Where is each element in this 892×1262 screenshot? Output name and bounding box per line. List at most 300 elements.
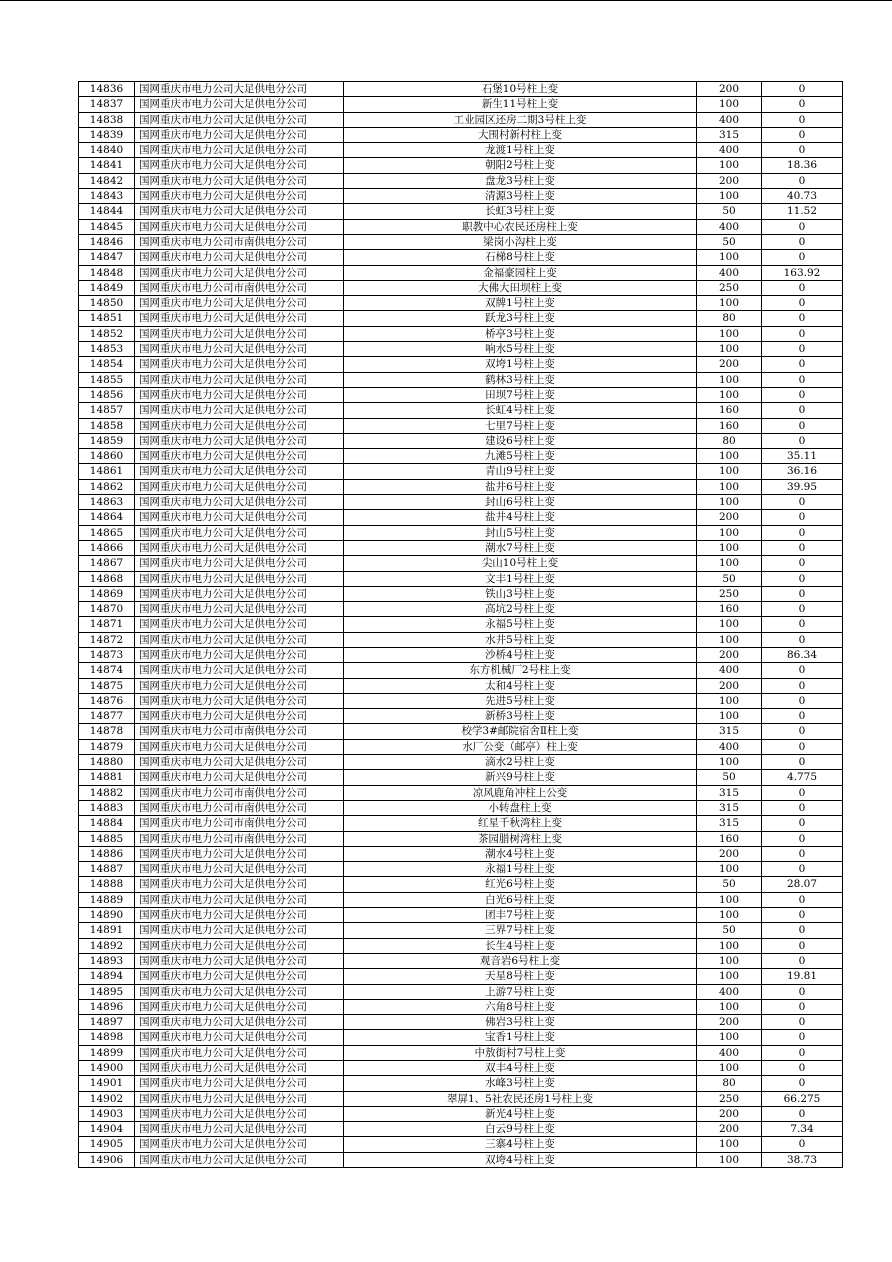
row-transformer-name: 茶园腊树湾柱上变 [344,831,697,846]
row-company: 国网重庆市电力公司大足供电分公司 [135,908,344,923]
row-transformer-name: 太和4号柱上变 [344,678,697,693]
row-capacity: 100 [697,755,762,770]
row-value: 0 [762,831,843,846]
table-row [79,739,843,754]
row-value: 0 [762,908,843,923]
row-capacity: 315 [697,127,762,142]
row-company: 国网重庆市电力公司大足供电分公司 [135,1015,344,1030]
table-row [79,510,843,525]
row-id: 14852 [79,326,135,341]
row-id: 14901 [79,1076,135,1091]
row-transformer-name: 石梯8号柱上变 [344,250,697,265]
table-row [79,449,843,464]
row-transformer-name: 红星千秋湾柱上变 [344,816,697,831]
row-capacity: 250 [697,586,762,601]
row-capacity: 100 [697,387,762,402]
row-company: 国网重庆市电力公司大足供电分公司 [135,739,344,754]
row-value: 0 [762,433,843,448]
table-row [79,311,843,326]
row-transformer-name: 青山9号柱上变 [344,464,697,479]
row-value: 66.275 [762,1091,843,1106]
row-id: 14846 [79,234,135,249]
row-value: 0 [762,816,843,831]
row-transformer-name: 九滩5号柱上变 [344,449,697,464]
row-transformer-name: 潮水4号柱上变 [344,846,697,861]
row-transformer-name: 金福豪园柱上变 [344,265,697,280]
row-transformer-name: 长虹4号柱上变 [344,403,697,418]
row-capacity: 200 [697,82,762,97]
row-id: 14842 [79,173,135,188]
row-value: 0 [762,219,843,234]
row-company: 国网重庆市电力公司市南供电分公司 [135,280,344,295]
row-id: 14847 [79,250,135,265]
row-id: 14836 [79,82,135,97]
table-row [79,173,843,188]
row-value: 0 [762,984,843,999]
table-row [79,326,843,341]
row-value: 0 [762,571,843,586]
row-company: 国网重庆市电力公司大足供电分公司 [135,204,344,219]
row-id: 14905 [79,1137,135,1152]
row-transformer-name: 小转盘柱上变 [344,800,697,815]
row-company: 国网重庆市电力公司大足供电分公司 [135,189,344,204]
table-row [79,862,843,877]
row-value: 0 [762,938,843,953]
table-row [79,984,843,999]
table-row [79,938,843,953]
row-transformer-name: 长生4号柱上变 [344,938,697,953]
table-row [79,1030,843,1045]
row-id: 14863 [79,495,135,510]
row-id: 14890 [79,908,135,923]
table-row [79,663,843,678]
row-id: 14868 [79,571,135,586]
row-id: 14862 [79,479,135,494]
table-row [79,678,843,693]
row-company: 国网重庆市电力公司大足供电分公司 [135,709,344,724]
row-id: 14884 [79,816,135,831]
row-value: 0 [762,602,843,617]
row-value: 0 [762,800,843,815]
row-capacity: 400 [697,739,762,754]
row-id: 14871 [79,617,135,632]
row-value: 0 [762,923,843,938]
row-value: 0 [762,663,843,678]
row-transformer-name: 水厂公变（邮亭）柱上变 [344,739,697,754]
row-capacity: 200 [697,173,762,188]
row-id: 14899 [79,1045,135,1060]
row-capacity: 100 [697,969,762,984]
row-company: 国网重庆市电力公司大足供电分公司 [135,540,344,555]
row-value: 0 [762,1076,843,1091]
row-company: 国网重庆市电力公司大足供电分公司 [135,1137,344,1152]
row-transformer-name: 石堡10号柱上变 [344,82,697,97]
table-row [79,892,843,907]
row-capacity: 400 [697,1045,762,1060]
row-id: 14861 [79,464,135,479]
row-id: 14904 [79,1122,135,1137]
table-row [79,617,843,632]
row-company: 国网重庆市电力公司大足供电分公司 [135,647,344,662]
table-row [79,234,843,249]
row-value: 0 [762,540,843,555]
row-capacity: 200 [697,357,762,372]
row-transformer-name: 双垮1号柱上变 [344,357,697,372]
row-id: 14844 [79,204,135,219]
row-company: 国网重庆市电力公司大足供电分公司 [135,357,344,372]
row-company: 国网重庆市电力公司大足供电分公司 [135,1091,344,1106]
row-value: 0 [762,556,843,571]
row-transformer-name: 三寨4号柱上变 [344,1137,697,1152]
row-transformer-name: 新光4号柱上变 [344,1106,697,1121]
row-transformer-name: 封山5号柱上变 [344,525,697,540]
row-capacity: 100 [697,892,762,907]
row-value: 0 [762,387,843,402]
row-company: 国网重庆市电力公司大足供电分公司 [135,1030,344,1045]
table-row [79,1061,843,1076]
row-capacity: 100 [697,158,762,173]
row-transformer-name: 尖山10号柱上变 [344,556,697,571]
row-value: 0 [762,1045,843,1060]
row-capacity: 400 [697,143,762,158]
row-value: 0 [762,495,843,510]
row-transformer-name: 水井5号柱上变 [344,632,697,647]
row-company: 国网重庆市电力公司大足供电分公司 [135,999,344,1014]
row-capacity: 200 [697,678,762,693]
row-id: 14892 [79,938,135,953]
table-row [79,127,843,142]
row-capacity: 100 [697,540,762,555]
row-transformer-name: 白云9号柱上变 [344,1122,697,1137]
row-company: 国网重庆市电力公司大足供电分公司 [135,770,344,785]
table-row [79,800,843,815]
row-id: 14885 [79,831,135,846]
row-transformer-name: 观音岩6号柱上变 [344,953,697,968]
row-company: 国网重庆市电力公司大足供电分公司 [135,311,344,326]
row-id: 14875 [79,678,135,693]
row-capacity: 400 [697,663,762,678]
row-capacity: 200 [697,1122,762,1137]
row-id: 14876 [79,693,135,708]
row-value: 19.81 [762,969,843,984]
table-row [79,495,843,510]
row-id: 14873 [79,647,135,662]
row-transformer-name: 东方机械厂2号柱上变 [344,663,697,678]
row-transformer-name: 上游7号柱上变 [344,984,697,999]
row-transformer-name: 六角8号柱上变 [344,999,697,1014]
row-capacity: 80 [697,433,762,448]
row-value: 0 [762,143,843,158]
row-transformer-name: 封山6号柱上变 [344,495,697,510]
row-id: 14850 [79,296,135,311]
row-capacity: 50 [697,923,762,938]
row-value: 0 [762,311,843,326]
row-value: 163.92 [762,265,843,280]
table-row [79,219,843,234]
row-company: 国网重庆市电力公司大足供电分公司 [135,433,344,448]
row-transformer-name: 七里7号柱上变 [344,418,697,433]
row-transformer-name: 永福5号柱上变 [344,617,697,632]
row-capacity: 50 [697,877,762,892]
row-company: 国网重庆市电力公司大足供电分公司 [135,586,344,601]
row-capacity: 100 [697,525,762,540]
row-id: 14897 [79,1015,135,1030]
row-company: 国网重庆市电力公司市南供电分公司 [135,831,344,846]
table-row [79,709,843,724]
row-capacity: 100 [697,1030,762,1045]
row-company: 国网重庆市电力公司大足供电分公司 [135,82,344,97]
row-capacity: 50 [697,204,762,219]
row-company: 国网重庆市电力公司大足供电分公司 [135,495,344,510]
row-value: 0 [762,418,843,433]
row-id: 14895 [79,984,135,999]
row-company: 国网重庆市电力公司大足供电分公司 [135,418,344,433]
row-company: 国网重庆市电力公司大足供电分公司 [135,158,344,173]
row-transformer-name: 永福1号柱上变 [344,862,697,877]
row-company: 国网重庆市电力公司大足供电分公司 [135,1152,344,1167]
table-row [79,250,843,265]
row-id: 14840 [79,143,135,158]
row-capacity: 100 [697,189,762,204]
row-capacity: 250 [697,280,762,295]
row-transformer-name: 潮水7号柱上变 [344,540,697,555]
row-capacity: 100 [697,296,762,311]
table-body [79,82,843,1168]
row-value: 4.775 [762,770,843,785]
table-row [79,112,843,127]
row-transformer-name: 凉风鹿角冲柱上公变 [344,785,697,800]
row-company: 国网重庆市电力公司市南供电分公司 [135,785,344,800]
row-capacity: 250 [697,1091,762,1106]
row-id: 14843 [79,189,135,204]
table-row [79,143,843,158]
row-capacity: 100 [697,953,762,968]
row-transformer-name: 建设6号柱上变 [344,433,697,448]
row-company: 国网重庆市电力公司市南供电分公司 [135,816,344,831]
row-transformer-name: 双丰4号柱上变 [344,1061,697,1076]
row-company: 国网重庆市电力公司大足供电分公司 [135,464,344,479]
table-row [79,908,843,923]
row-transformer-name: 高坑2号柱上变 [344,602,697,617]
table-row [79,953,843,968]
table-row [79,204,843,219]
row-company: 国网重庆市电力公司大足供电分公司 [135,372,344,387]
table-row [79,846,843,861]
row-id: 14870 [79,602,135,617]
row-id: 14888 [79,877,135,892]
row-company: 国网重庆市电力公司大足供电分公司 [135,173,344,188]
row-value: 0 [762,372,843,387]
row-capacity: 100 [697,250,762,265]
row-id: 14849 [79,280,135,295]
row-capacity: 100 [697,693,762,708]
row-value: 18.36 [762,158,843,173]
row-id: 14889 [79,892,135,907]
table-row [79,357,843,372]
table-row [79,1137,843,1152]
row-transformer-name: 职教中心农民还房柱上变 [344,219,697,234]
row-company: 国网重庆市电力公司大足供电分公司 [135,342,344,357]
row-capacity: 400 [697,112,762,127]
row-id: 14902 [79,1091,135,1106]
row-capacity: 100 [697,449,762,464]
row-id: 14882 [79,785,135,800]
row-transformer-name: 长虹3号柱上变 [344,204,697,219]
row-value: 0 [762,1137,843,1152]
row-transformer-name: 朝阳2号柱上变 [344,158,697,173]
row-company: 国网重庆市电力公司大足供电分公司 [135,449,344,464]
row-value: 0 [762,632,843,647]
row-company: 国网重庆市电力公司市南供电分公司 [135,800,344,815]
row-capacity: 315 [697,785,762,800]
table-row [79,280,843,295]
row-capacity: 200 [697,647,762,662]
row-id: 14900 [79,1061,135,1076]
row-id: 14864 [79,510,135,525]
row-value: 0 [762,724,843,739]
row-company: 国网重庆市电力公司大足供电分公司 [135,923,344,938]
row-company: 国网重庆市电力公司大足供电分公司 [135,571,344,586]
row-value: 0 [762,296,843,311]
row-id: 14839 [79,127,135,142]
row-capacity: 315 [697,800,762,815]
row-company: 国网重庆市电力公司大足供电分公司 [135,510,344,525]
row-value: 0 [762,127,843,142]
table-row [79,1152,843,1167]
row-company: 国网重庆市电力公司大足供电分公司 [135,862,344,877]
row-capacity: 160 [697,831,762,846]
row-id: 14903 [79,1106,135,1121]
row-value: 38.73 [762,1152,843,1167]
table-row [79,403,843,418]
table-row [79,1122,843,1137]
row-company: 国网重庆市电力公司大足供电分公司 [135,326,344,341]
row-company: 国网重庆市电力公司大足供电分公司 [135,296,344,311]
table-row [79,433,843,448]
row-value: 0 [762,785,843,800]
row-value: 0 [762,678,843,693]
row-id: 14874 [79,663,135,678]
row-value: 0 [762,403,843,418]
row-company: 国网重庆市电力公司市南供电分公司 [135,234,344,249]
row-capacity: 100 [697,1137,762,1152]
row-transformer-name: 桥亭3号柱上变 [344,326,697,341]
table-row [79,693,843,708]
row-value: 0 [762,953,843,968]
row-transformer-name: 清源3号柱上变 [344,189,697,204]
row-company: 国网重庆市电力公司大足供电分公司 [135,846,344,861]
row-value: 86.34 [762,647,843,662]
row-value: 0 [762,1030,843,1045]
row-value: 0 [762,112,843,127]
row-capacity: 315 [697,724,762,739]
row-transformer-name: 大围村新村柱上变 [344,127,697,142]
row-id: 14837 [79,97,135,112]
row-id: 14891 [79,923,135,938]
row-capacity: 100 [697,709,762,724]
row-capacity: 100 [697,342,762,357]
row-id: 14856 [79,387,135,402]
row-transformer-name: 白光6号柱上变 [344,892,697,907]
row-company: 国网重庆市电力公司大足供电分公司 [135,112,344,127]
row-id: 14886 [79,846,135,861]
table-row [79,602,843,617]
row-value: 0 [762,739,843,754]
row-capacity: 400 [697,984,762,999]
row-company: 国网重庆市电力公司大足供电分公司 [135,1061,344,1076]
row-transformer-name: 校学3#邮院宿舍Ⅱ柱上变 [344,724,697,739]
table-row [79,816,843,831]
row-id: 14881 [79,770,135,785]
row-id: 14906 [79,1152,135,1167]
table-row [79,556,843,571]
row-id: 14851 [79,311,135,326]
row-capacity: 80 [697,1076,762,1091]
row-value: 0 [762,755,843,770]
row-id: 14845 [79,219,135,234]
row-value: 0 [762,617,843,632]
row-capacity: 200 [697,846,762,861]
table-row [79,969,843,984]
row-transformer-name: 三界7号柱上变 [344,923,697,938]
row-id: 14838 [79,112,135,127]
row-transformer-name: 双牌1号柱上变 [344,296,697,311]
row-company: 国网重庆市电力公司大足供电分公司 [135,97,344,112]
row-capacity: 160 [697,403,762,418]
table-row [79,770,843,785]
row-transformer-name: 工业园区还房二期3号柱上变 [344,112,697,127]
row-id: 14859 [79,433,135,448]
row-capacity: 100 [697,556,762,571]
row-id: 14898 [79,1030,135,1045]
table-row [79,525,843,540]
table-row [79,418,843,433]
row-transformer-name: 宝香1号柱上变 [344,1030,697,1045]
row-transformer-name: 响水5号柱上变 [344,342,697,357]
row-company: 国网重庆市电力公司大足供电分公司 [135,143,344,158]
row-company: 国网重庆市电力公司大足供电分公司 [135,984,344,999]
row-company: 国网重庆市电力公司大足供电分公司 [135,693,344,708]
row-id: 14877 [79,709,135,724]
row-company: 国网重庆市电力公司市南供电分公司 [135,724,344,739]
row-capacity: 50 [697,770,762,785]
row-company: 国网重庆市电力公司大足供电分公司 [135,877,344,892]
row-capacity: 160 [697,602,762,617]
row-transformer-name: 盐井4号柱上变 [344,510,697,525]
row-id: 14867 [79,556,135,571]
row-transformer-name: 先进5号柱上变 [344,693,697,708]
row-transformer-name: 新生11号柱上变 [344,97,697,112]
row-id: 14880 [79,755,135,770]
table-row [79,97,843,112]
row-value: 40.73 [762,189,843,204]
table-row [79,296,843,311]
row-transformer-name: 滴水2号柱上变 [344,755,697,770]
row-capacity: 100 [697,632,762,647]
row-capacity: 100 [697,999,762,1014]
row-company: 国网重庆市电力公司大足供电分公司 [135,678,344,693]
row-value: 0 [762,709,843,724]
row-transformer-name: 盐井6号柱上变 [344,479,697,494]
table-row [79,540,843,555]
row-transformer-name: 新桥3号柱上变 [344,709,697,724]
row-value: 11.52 [762,204,843,219]
table-row [79,1076,843,1091]
row-value: 0 [762,326,843,341]
row-transformer-name: 铁山3号柱上变 [344,586,697,601]
table-row [79,479,843,494]
row-company: 国网重庆市电力公司大足供电分公司 [135,938,344,953]
